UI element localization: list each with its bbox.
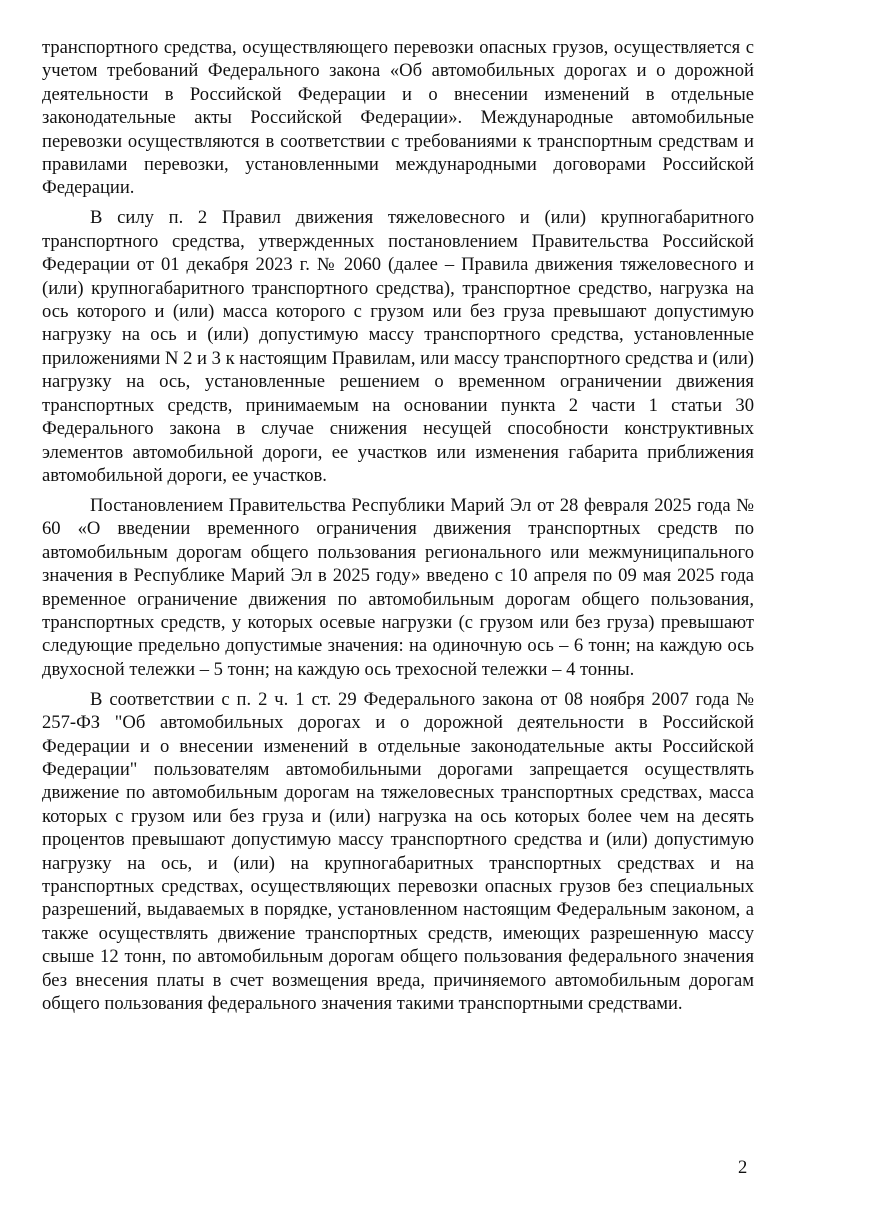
paragraph-rules-clause: В силу п. 2 Правил движения тяжеловесного и (или) крупногабаритного транспортного средства, утвержденных постановлением Правительства Российской Федерации от 01 декабря 2023 г. № 2060 (далее – Правила движения тяжеловесного и (или) крупногабаритного транспортного средства), транспортное средство, нагрузка на ось которого и (или) масса которого с грузом или без груза превышают допустимую нагрузку на ось и (или) допустимую массу транспортного средства, установленные приложениями N 2 и 3 к настоящим Правилам, или массу транспортного средства и (или) нагрузку на ось, установленные решением о временном ограничении движения транспортных средств, принимаемым на основании пункта 2 части 1 статьи 30 Федерального закона в случае снижения несущей способности конструктивных элементов автомобильной дороги, ее участков или изменения габарита приближения автомобильной дороги, ее участков. <box>42 207 754 486</box>
paragraph-mari-el-resolution: Постановлением Правительства Республики Марий Эл от 28 февраля 2025 года № 60 «О введении временного ограничения движения транспортных средств по автомобильным дорогам общего пользования регионального или межмуниципального значения в Республике Марий Эл в 2025 году» введено с 10 апреля по 09 мая 2025 года временное ограничение движения по автомобильным дорогам общего пользования, транспортных средств, у которых осевые нагрузки (с грузом или без груза) превышают следующие предельно допустимые значения: на одиночную ось – 6 тонн; на каждую ось двухосной тележки – 5 тонн; на каждую ось трехосной тележки – 4 тонны. <box>42 494 754 680</box>
page-number: 2 <box>738 1157 748 1178</box>
document-page <box>42 36 754 1015</box>
paragraph-continuation: транспортного средства, осуществляющего перевозки опасных грузов, осуществляется с учетом требований Федерального закона «Об автомобильных дорогах и о дорожной деятельности в Российской Федерации и о внесении изменений в отдельные законодательные акты Российской Федерации». Международные автомобильные перевозки осуществляются в соответствии с требованиями к транспортным средствам и правилами перевозки, установленными международными договорами Российской Федерации. <box>42 37 754 199</box>
paragraph-federal-law-article: В соответствии с п. 2 ч. 1 ст. 29 Федерального закона от 08 ноября 2007 года № 257-ФЗ "Об автомобильных дорогах и о дорожной деятельности в Российской Федерации и о внесении изменений в отдельные законодательные акты Российской Федерации" пользователям автомобильными дорогами запрещается осуществлять движение по автомобильным дорогам на тяжеловесных транспортных средствах, масса которых с грузом или без груза и (или) нагрузка на ось которых более чем на десять процентов превышают допустимую массу транспортного средства и (или) допустимую нагрузку на ось, и (или) на крупногабаритных транспортных средствах и на транспортных средствах, осуществляющих перевозки опасных грузов без специальных разрешений, выдаваемых в порядке, установленном настоящим Федеральным законом, а также осуществлять движение транспортных средств, имеющих разрешенную массу свыше 12 тонн, по автомобильным дорогам общего пользования федерального значения без внесения платы в счет возмещения вреда, причиняемого автомобильным дорогам общего пользования федерального значения такими транспортными средствами. <box>42 688 754 1015</box>
